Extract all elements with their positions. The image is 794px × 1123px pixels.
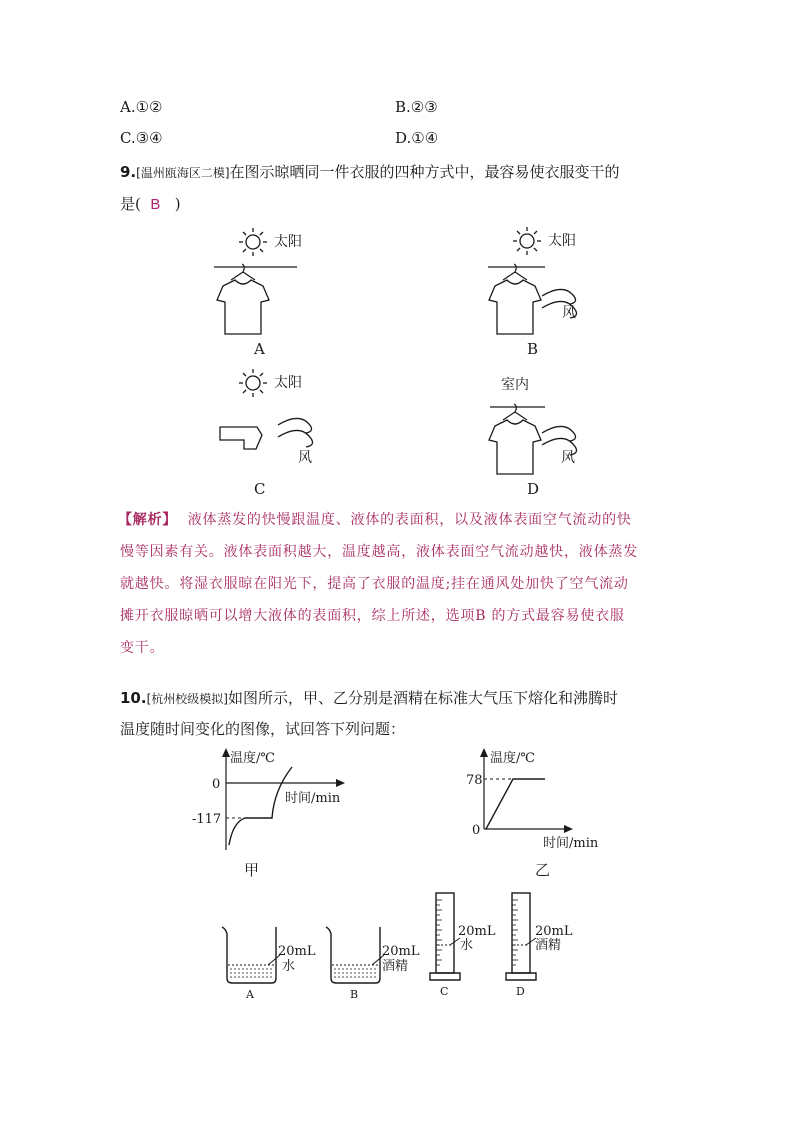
q10-source: [杭州校级模拟] <box>146 692 228 706</box>
yi-xlabel: 时间/min <box>543 836 599 851</box>
beaker-a <box>222 927 316 1001</box>
beaker-a-liquid: 水 <box>282 959 296 974</box>
q9-answer: B <box>150 196 161 213</box>
beaker-b-label: B <box>350 988 359 1001</box>
cylinder-d-volume: 20mL <box>535 924 573 939</box>
cylinder-c <box>430 893 496 998</box>
beaker-a-volume: 20mL <box>278 944 316 959</box>
analysis-line5: 变干。 <box>120 640 165 656</box>
fig-a-label: A <box>254 340 265 358</box>
q10-stem-text: 如图所示，甲、乙分别是酒精在标准大气压下熔化和沸腾时 <box>227 689 618 707</box>
option-d: D.①④ <box>395 129 439 147</box>
boiling-curve <box>486 779 545 829</box>
analysis-line1 <box>118 505 632 535</box>
fig-b-wind-label: 风 <box>562 305 576 321</box>
q9-paren-close: ) <box>174 195 181 213</box>
sun-icon <box>239 228 267 256</box>
jia-xlabel: 时间/min <box>285 791 341 806</box>
cylinder-c-volume: 20mL <box>458 924 496 939</box>
analysis-line4: 摊开衣服晾晒可以增大液体的表面积，综上所述，选项B 的方式最容易使衣服 <box>120 608 625 624</box>
sun-icon <box>513 227 541 255</box>
cylinder-d-label: D <box>516 985 525 998</box>
jia-caption: 甲 <box>244 861 260 879</box>
yi-tick-zero: 0 <box>472 823 481 838</box>
flat-shirt-icon <box>220 427 262 449</box>
graph-jia <box>192 748 345 879</box>
graph-yi <box>466 748 599 879</box>
beaker-b-liquid: 酒精 <box>382 959 409 974</box>
fig-c-wind-label: 风 <box>298 450 312 466</box>
q10-stem-line1 <box>120 688 618 709</box>
beaker-b-volume: 20mL <box>382 944 420 959</box>
cylinder-c-label: C <box>440 985 449 998</box>
yi-tick-boil: 78 <box>466 773 483 788</box>
q10-number: 10. <box>120 689 147 707</box>
fig-c-label: C <box>254 480 266 498</box>
q9-source: [温州瓯海区二模] <box>136 166 230 180</box>
q9-stem-text: 在图示晾晒同一件衣服的四种方式中，最容易使衣服变干的 <box>229 163 620 181</box>
beaker-a-label: A <box>246 988 254 1001</box>
analysis-text-1: 液体蒸发的快慢跟温度、液体的表面积，以及液体表面空气流动的快 <box>187 512 632 528</box>
analysis-line2: 慢等因素有关。液体表面积越大，温度越高，液体表面空气流动越快，液体蒸发 <box>120 544 638 560</box>
yi-caption: 乙 <box>535 861 551 879</box>
shirt-icon <box>489 280 541 334</box>
analysis-tag: 【解析】 <box>118 512 178 528</box>
option-c: C.③④ <box>120 129 163 147</box>
shirt-icon <box>217 280 269 334</box>
analysis-line3: 就越快。将湿衣服晾在阳光下，提高了衣服的温度;挂在通风处加快了空气流动 <box>120 576 629 592</box>
fig-d-indoor-label: 室内 <box>501 377 529 393</box>
cylinder-d <box>506 893 573 998</box>
fig-d-wind-label: 风 <box>561 450 575 466</box>
option-b: B.②③ <box>395 98 438 116</box>
q9-number: 9. <box>120 163 137 181</box>
melting-curve <box>229 767 292 845</box>
shirt-icon <box>489 420 541 474</box>
fig-c-sun-label: 太阳 <box>274 375 302 391</box>
fig-b-label: B <box>527 340 539 358</box>
fig-d-label: D <box>527 480 540 498</box>
jia-tick-melt: -117 <box>192 812 222 827</box>
q10-stem-line2: 温度随时间变化的图像，试回答下列问题： <box>120 720 406 738</box>
fig-a-sun-label: 太阳 <box>274 234 302 250</box>
sun-icon <box>239 369 267 397</box>
jia-ylabel: 温度/℃ <box>230 751 275 766</box>
wind-icon <box>278 418 313 447</box>
q9-paren-open: 是( <box>120 195 141 213</box>
option-a: A.①② <box>120 98 163 116</box>
cylinder-d-liquid: 酒精 <box>535 938 562 953</box>
cylinder-c-liquid: 水 <box>460 938 474 953</box>
fig-b-sun-label: 太阳 <box>548 233 576 249</box>
beaker-b <box>326 927 420 1001</box>
jia-tick-zero: 0 <box>212 777 221 792</box>
yi-ylabel: 温度/℃ <box>490 751 535 766</box>
